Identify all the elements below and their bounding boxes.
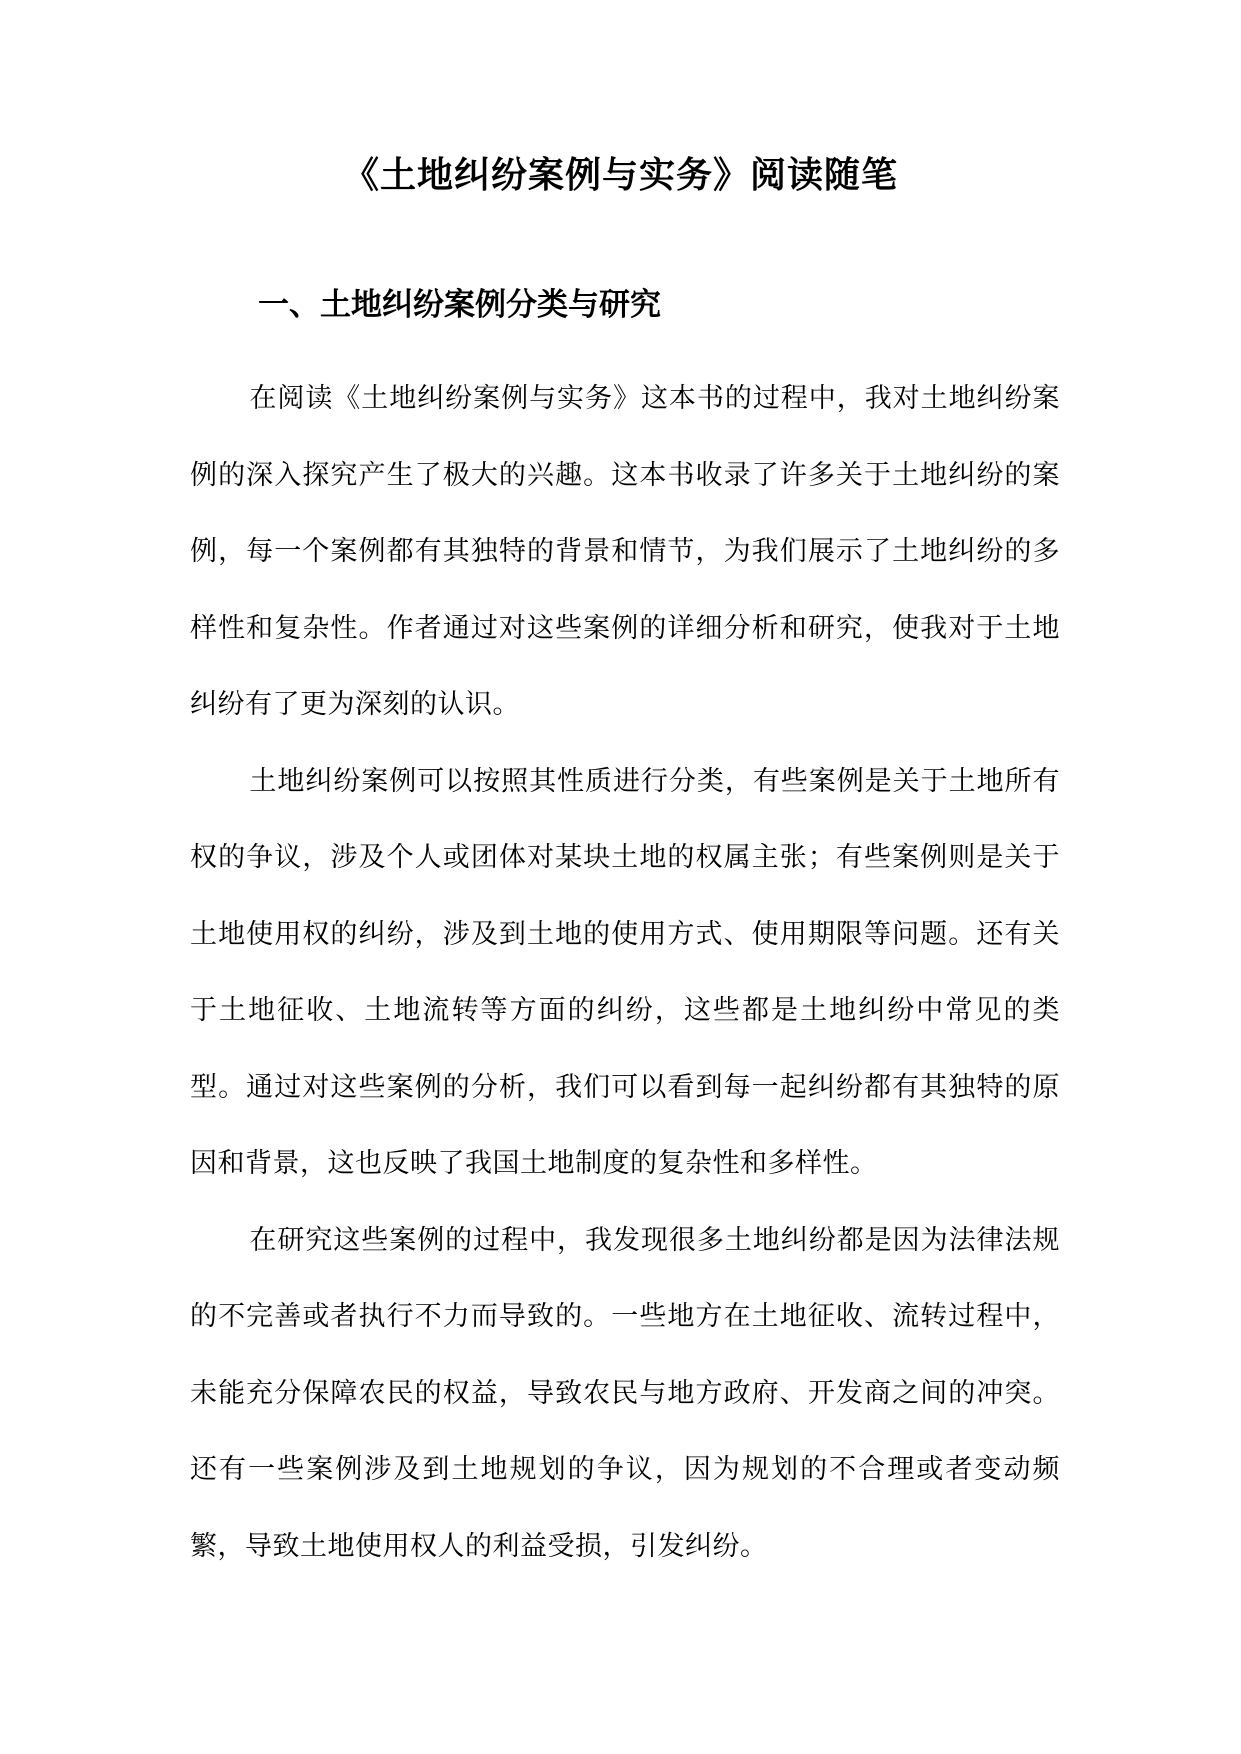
section-body xyxy=(190,361,1060,1585)
paragraph-3: 在研究这些案例的过程中，我发现很多土地纠纷都是因为法律法规的不完善或者执行不力而导致的。一些地方在土地征收、流转过程中，未能充分保障农民的权益，导致农民与地方政府、开发商之间的冲突。还有一些案例涉及到土地规划的争议，因为规划的不合理或者变动频繁，导致土地使用权人的利益受损，引发纠纷。 xyxy=(190,1224,1060,1562)
section-heading: 一、土地纠纷案例分类与研究 xyxy=(258,287,661,323)
paragraph-1: 在阅读《土地纠纷案例与实务》这本书的过程中，我对土地纠纷案例的深入探究产生了极大的兴趣。这本书收录了许多关于土地纠纷的案例，每一个案例都有其独特的背景和情节，为我们展示了土地纠纷的多样性和复杂性。作者通过对这些案例的详细分析和研究，使我对于土地纠纷有了更为深刻的认识。 xyxy=(190,383,1060,720)
paragraph-2: 土地纠纷案例可以按照其性质进行分类，有些案例是关于土地所有权的争议，涉及个人或团体对某块土地的权属主张；有些案例则是关于土地使用权的纠纷，涉及到土地的使用方式、使用期限等问题。还有关于土地征收、土地流转等方面的纠纷，这些都是土地纠纷中常见的类型。通过对这些案例的分析，我们可以看到每一起纠纷都有其独特的原因和背景，这也反映了我国土地制度的复杂性和多样性。 xyxy=(190,765,1060,1179)
document-title: 《土地纠纷案例与实务》阅读随笔 xyxy=(342,155,898,196)
